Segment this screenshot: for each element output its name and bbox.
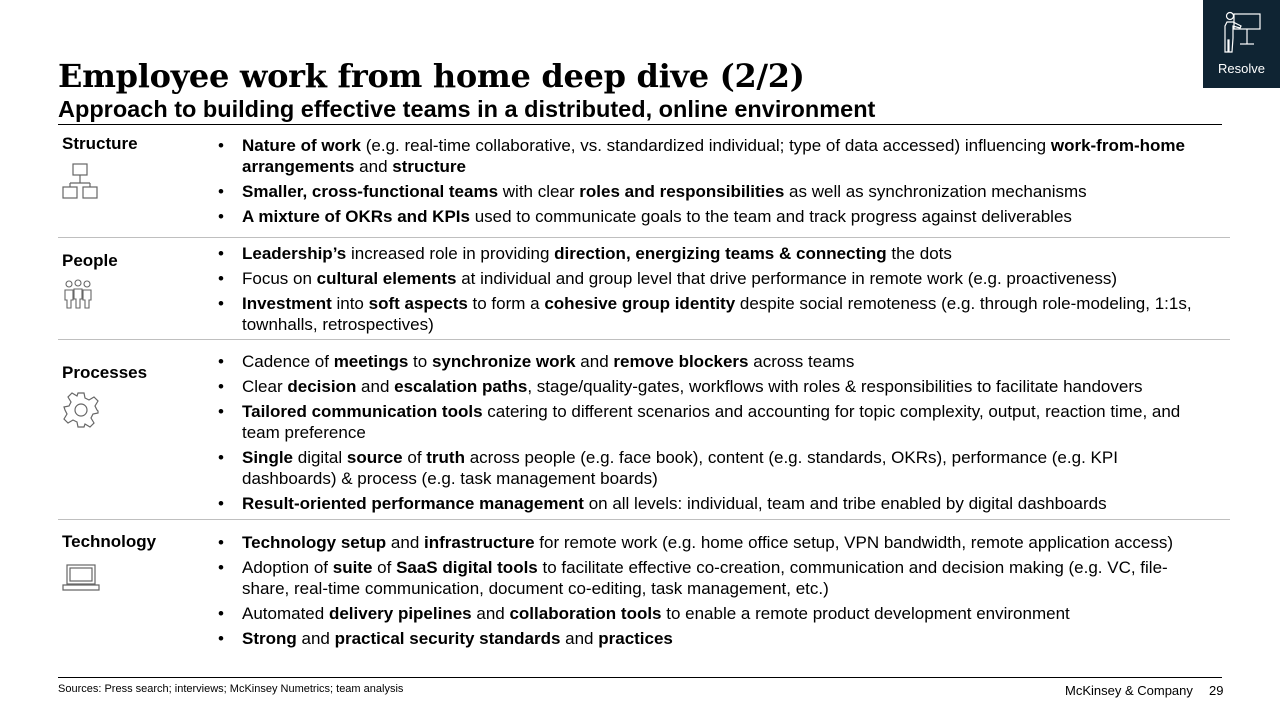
bullet-list (218, 351, 1208, 518)
bullet-bold-text: roles and responsibilities (579, 182, 785, 201)
bullet-bold-text: source (346, 448, 403, 467)
bullet-text: and (471, 604, 510, 623)
bullet-text: with clear (498, 182, 580, 201)
bullet-bold-text: soft aspects (368, 294, 468, 313)
bullet-bold-text: Strong (242, 629, 297, 648)
bullet-text: to enable a remote product development environment (661, 604, 1070, 623)
gear-icon (62, 391, 100, 429)
bullet-text: and (296, 629, 335, 648)
bullet-bold-text: A mixture of OKRs and KPIs (242, 207, 470, 226)
bullet-bold-text: Result-oriented performance management (242, 494, 584, 513)
bullet-item (218, 493, 1208, 514)
presenter-at-board-icon (1222, 10, 1262, 54)
page-title: Employee work from home deep dive (2/2) (58, 57, 805, 95)
bullet-text: Cadence of (242, 352, 334, 371)
bullet-bold-text: decision (287, 377, 357, 396)
section-label: People (62, 251, 118, 270)
brand-name: McKinsey & Company (1065, 683, 1193, 698)
bullet-item (218, 401, 1208, 443)
bullet-list (218, 243, 1208, 339)
bullet-text: Adoption of (242, 558, 333, 577)
bullet-text: across teams (748, 352, 855, 371)
bullet-bold-text: suite (332, 558, 373, 577)
bullet-bold-text: Tailored communication tools (242, 402, 483, 421)
bullet-bold-text: truth (426, 448, 465, 467)
bullet-item (218, 557, 1208, 599)
bullet-text: used to communicate goals to the team and track progress against deliverables (469, 207, 1072, 226)
bullet-text: of (372, 558, 397, 577)
bullet-text: Focus on (242, 269, 317, 288)
bullet-text: and (575, 352, 614, 371)
bullet-text: the dots (886, 244, 952, 263)
bullet-item (218, 268, 1208, 289)
bullet-bold-text: Single (242, 448, 294, 467)
section-label: Technology (62, 532, 157, 551)
bullet-text: into (331, 294, 369, 313)
footer-divider (58, 677, 1222, 678)
people-group-icon (62, 278, 94, 310)
bullet-bold-text: Technology setup (242, 533, 387, 552)
bullet-text: (e.g. real-time collaborative, vs. standardized individual; type of data accessed) influencing (361, 136, 1051, 155)
section-technology (58, 520, 1230, 670)
bullet-text: to form a (467, 294, 545, 313)
bullet-text: digital (293, 448, 347, 467)
section-processes (58, 340, 1230, 520)
bullet-text: Clear (242, 377, 288, 396)
bullet-item (218, 243, 1208, 264)
bullet-item (218, 293, 1208, 335)
bullet-text: of (402, 448, 427, 467)
bullet-text: Automated (242, 604, 329, 623)
bullet-bold-text: direction, energizing teams & connecting (554, 244, 887, 263)
bullet-item (218, 532, 1208, 553)
page-subtitle: Approach to building effective teams in a distributed, online environment (58, 96, 876, 122)
bullet-item (218, 135, 1208, 177)
bullet-text: and (386, 533, 425, 552)
org-chart-icon (62, 163, 100, 201)
bullet-text: , stage/quality-gates, workflows with roles & responsibilities to facilitate handovers (527, 377, 1143, 396)
bullet-bold-text: escalation paths (394, 377, 528, 396)
bullet-text: for remote work (e.g. home office setup, VPN bandwidth, remote application access) (534, 533, 1173, 552)
bullet-list (218, 135, 1208, 231)
bullet-text: as well as synchronization mechanisms (784, 182, 1087, 201)
bullet-item (218, 351, 1208, 372)
section-label: Structure (62, 134, 138, 153)
bullet-bold-text: meetings (333, 352, 409, 371)
page-number: 29 (1209, 683, 1224, 698)
bullet-bold-text: work-from-home arrangements (242, 136, 1185, 176)
bullet-text: and (356, 377, 395, 396)
bullet-bold-text: synchronize work (431, 352, 576, 371)
section-label: Processes (62, 363, 148, 382)
bullet-text: despite social remoteness (e.g. through role-modeling, 1:1s, townhalls, retrospectives) (242, 294, 1192, 334)
bullet-bold-text: practical security standards (334, 629, 561, 648)
bullet-text: across people (e.g. face book), content (e.g. standards, OKRs), performance (e.g. KPI dashboards) & process (e.g. task management boards) (242, 448, 1118, 488)
bullet-bold-text: infrastructure (424, 533, 535, 552)
bullet-bold-text: Leadership’s (242, 244, 347, 263)
bullet-item (218, 181, 1208, 202)
bullet-text: at individual and group level that drive performance in remote work (e.g. proactiveness) (456, 269, 1117, 288)
bullet-bold-text: collaboration tools (509, 604, 662, 623)
laptop-icon (62, 563, 100, 593)
section-people (58, 238, 1230, 340)
badge-label: Resolve (1218, 61, 1265, 76)
bullet-bold-text: Smaller, cross-functional teams (242, 182, 499, 201)
bullet-text: on all levels: individual, team and tribe enabled by digital dashboards (583, 494, 1107, 513)
bullet-bold-text: remove blockers (613, 352, 749, 371)
bullet-text: to facilitate effective co-creation, communication and decision making (e.g. VC, file-share, real-time communication, document co-editing, task management, etc.) (242, 558, 1168, 598)
bullet-bold-text: Nature of work (242, 136, 362, 155)
bullet-text: and (560, 629, 599, 648)
section-structure (58, 125, 1230, 238)
bullet-bold-text: structure (392, 157, 466, 176)
bullet-item (218, 447, 1208, 489)
bullet-item (218, 376, 1208, 397)
resolve-badge (1203, 0, 1280, 88)
bullet-bold-text: cohesive group identity (544, 294, 736, 313)
bullet-list (218, 532, 1208, 653)
bullet-item (218, 603, 1208, 624)
bullet-bold-text: Investment (242, 294, 332, 313)
bullet-bold-text: delivery pipelines (328, 604, 472, 623)
bullet-text: catering to different scenarios and accounting for topic complexity, output, reaction time, and team preference (242, 402, 1181, 442)
bullet-item (218, 206, 1208, 227)
bullet-bold-text: SaaS digital tools (396, 558, 538, 577)
bullet-text: and (354, 157, 393, 176)
sources-note: Sources: Press search; interviews; McKinsey Numetrics; team analysis (58, 683, 404, 695)
bullet-bold-text: cultural elements (316, 269, 457, 288)
bullet-text: to (408, 352, 432, 371)
bullet-item (218, 628, 1208, 649)
bullet-text: increased role in providing (346, 244, 555, 263)
bullet-bold-text: practices (598, 629, 673, 648)
